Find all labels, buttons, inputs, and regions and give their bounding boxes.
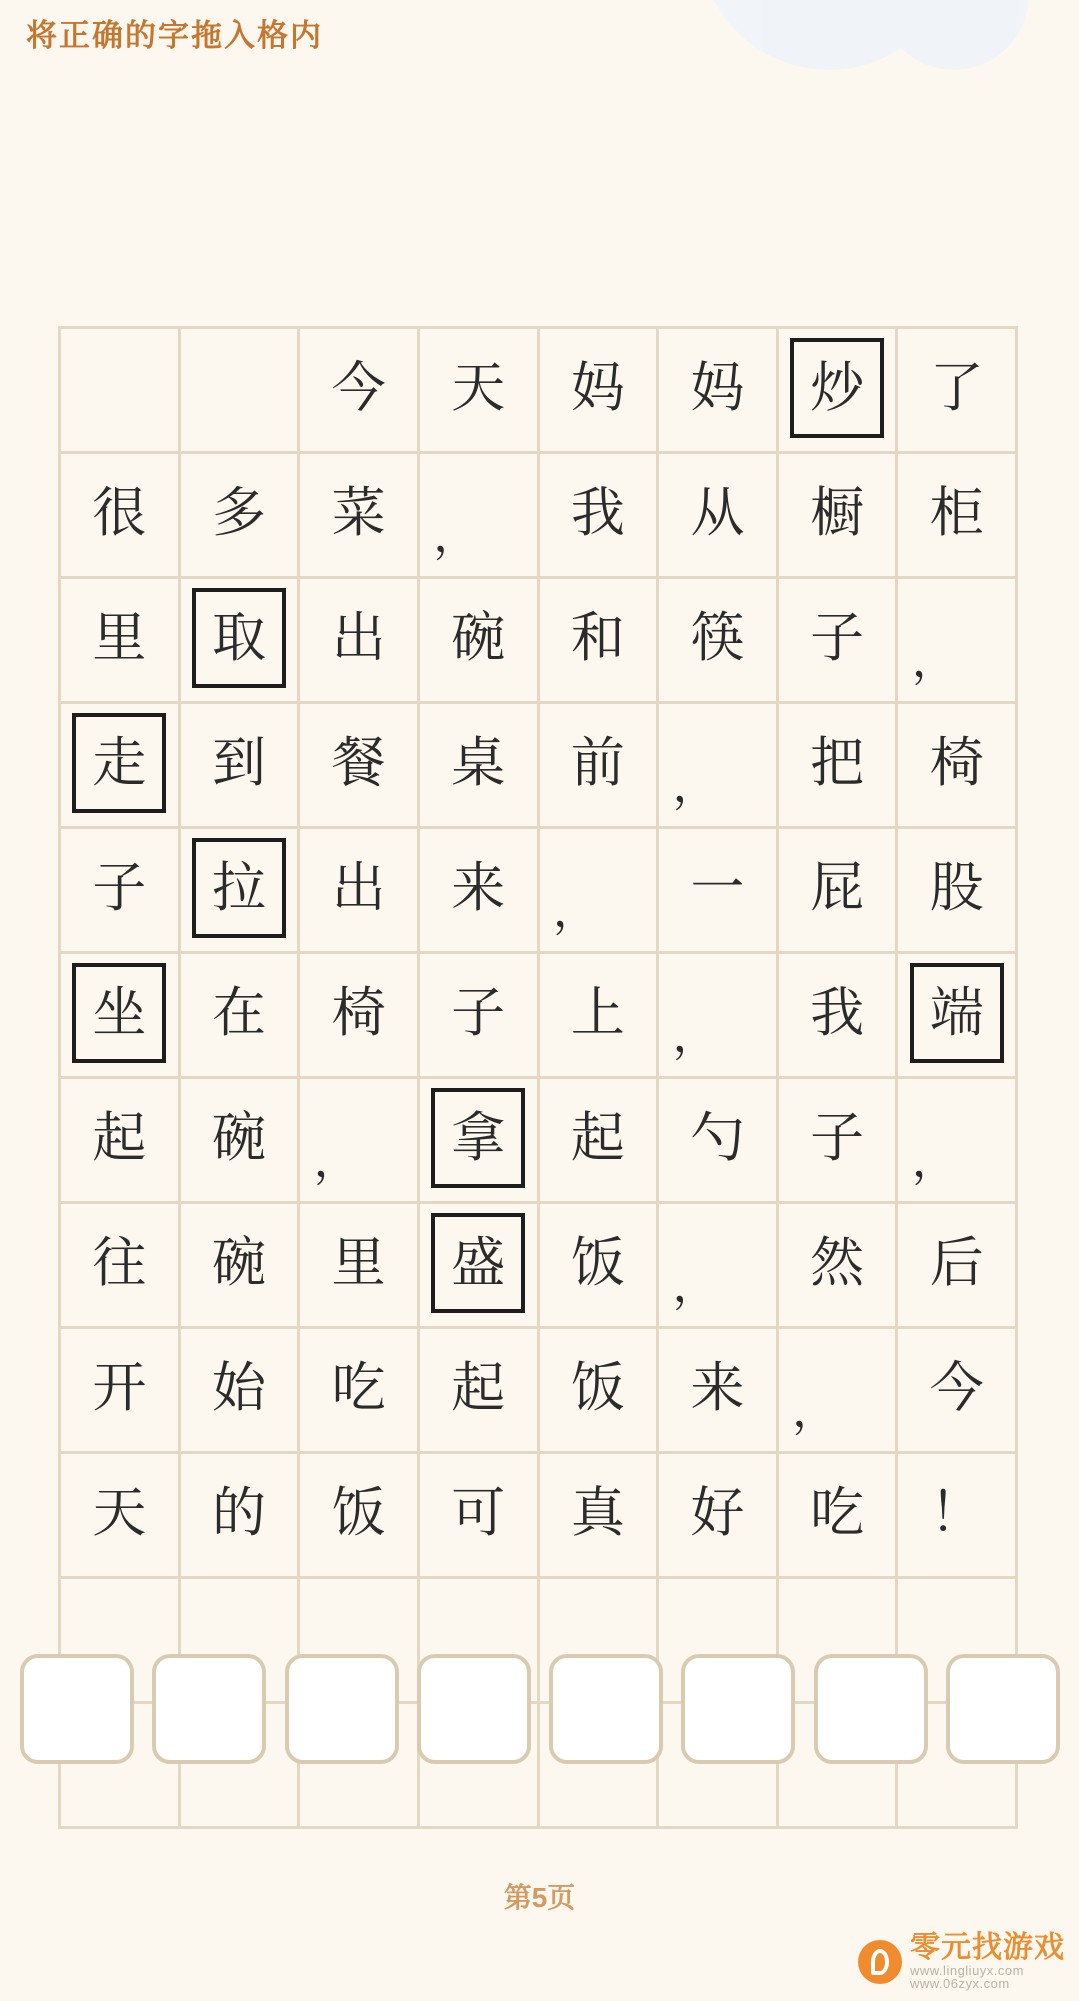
grid-cell-blank[interactable] [420,1204,540,1329]
grid-cell [779,1329,899,1454]
grid-row [61,1079,1018,1204]
watermark-text [910,1932,1065,1991]
grid-cell-character: 真 [570,1481,625,1544]
grid-cell [61,1079,181,1204]
grid-cell-character: 饭 [570,1356,625,1419]
answer-tile-tray [20,1654,1060,1764]
grid-cell-character: 走 [72,713,166,813]
grid-cell-character: 屁 [810,856,865,919]
grid-cell [181,454,301,579]
grid-cell [420,1329,540,1454]
grid-cell [779,454,899,579]
grid-cell-character: 出 [331,606,386,669]
grid-cell-character: 出 [331,856,386,919]
grid-row [61,579,1018,704]
grid-cell-character: 椅 [929,731,984,794]
grid-cell [659,454,779,579]
grid-cell-character: ， [911,1133,958,1187]
watermark-url-2: www.06zyx.com [910,1976,1010,1992]
answer-tile[interactable] [549,1654,663,1764]
grid-cell-character: 取 [192,588,286,688]
grid-cell [181,954,301,1079]
grid-cell [659,1454,779,1579]
grid-cell [540,579,660,704]
answer-tile[interactable] [946,1654,1060,1764]
grid-cell [420,954,540,1079]
grid-cell [659,1204,779,1329]
grid-cell [420,704,540,829]
grid-cell [898,329,1018,454]
grid-cell-character: ， [792,1383,839,1437]
grid-cell [540,704,660,829]
grid-cell [420,454,540,579]
grid-cell-character: ， [672,1258,719,1312]
grid-cell [540,329,660,454]
grid-cell [300,1454,420,1579]
cloud-decoration [699,0,959,70]
grid-cell [181,1079,301,1204]
answer-tile[interactable] [285,1654,399,1764]
grid-cell [540,954,660,1079]
grid-cell [300,829,420,954]
grid-cell [420,1454,540,1579]
grid-cell-character: ， [672,758,719,812]
grid-cell-character: 的 [211,1481,266,1544]
grid-cell-character: 里 [331,1231,386,1294]
grid-cell [659,579,779,704]
grid-cell-character: 筷 [690,606,745,669]
grid-cell-character: 起 [570,1106,625,1169]
grid-cell [61,1454,181,1579]
grid-cell [779,1204,899,1329]
grid-cell-character: 坐 [72,963,166,1063]
grid-cell-character: 在 [211,981,266,1044]
grid-cell-character: 好 [690,1481,745,1544]
grid-row [61,1204,1018,1329]
grid-cell-character: 吃 [331,1356,386,1419]
grid-cell-character: 今 [331,356,386,419]
grid-cell-character: 吃 [810,1481,865,1544]
grid-cell-character: 起 [451,1356,506,1419]
grid-cell-character: 饭 [570,1231,625,1294]
page-indicator: 第5页 [503,1882,576,1913]
grid-cell-character: ， [672,1008,719,1062]
grid-cell [300,1329,420,1454]
grid-cell-blank[interactable] [61,954,181,1079]
grid-cell [300,704,420,829]
grid-cell-character: 前 [570,731,625,794]
grid-cell-character: 一 [690,856,745,919]
grid-cell [300,329,420,454]
grid-cell-character: 妈 [690,356,745,419]
grid-cell [61,329,181,454]
grid-cell-character: 开 [92,1356,147,1419]
grid-cell-character: 端 [910,963,1004,1063]
grid-cell-character: 菜 [331,481,386,544]
grid-cell-character: 把 [810,731,865,794]
character-grid [58,326,1018,1829]
grid-cell-character: 了 [929,356,984,419]
grid-cell [540,1454,660,1579]
grid-cell-character: ， [433,508,480,562]
grid-cell-blank[interactable] [779,329,899,454]
grid-cell-character: 橱 [810,481,865,544]
grid-cell-blank[interactable] [420,1079,540,1204]
grid-cell-character: 今 [929,1356,984,1419]
grid-cell [898,704,1018,829]
grid-row [61,704,1018,829]
watermark-url-1: www.lingliuyx.com [910,1962,1024,1978]
grid-cell [61,579,181,704]
grid-cell-blank[interactable] [61,704,181,829]
grid-cell-character: 始 [211,1356,266,1419]
grid-cell-character: 往 [92,1231,147,1294]
grid-cell-character: 子 [810,606,865,669]
grid-cell [61,454,181,579]
grid-cell [779,829,899,954]
grid-cell-character: ， [911,633,958,687]
grid-cell [898,1454,1018,1579]
grid-cell-character: 炒 [790,338,884,438]
grid-cell-character: 子 [92,856,147,919]
grid-cell-character: 天 [92,1481,147,1544]
grid-cell [779,704,899,829]
grid-cell-character: 和 [570,606,625,669]
grid-cell-character: 勺 [690,1106,745,1169]
grid-cell-character: 然 [810,1231,865,1294]
grid-cell [898,454,1018,579]
grid-cell-character: 里 [92,606,147,669]
grid-cell [181,704,301,829]
grid-cell-character: 来 [690,1356,745,1419]
grid-cell-character: 饭 [331,1481,386,1544]
grid-cell-character: 多 [211,481,266,544]
grid-cell-character: 从 [690,481,745,544]
answer-tile[interactable] [814,1654,928,1764]
grid-cell [779,579,899,704]
grid-cell [420,829,540,954]
grid-cell-character: 来 [451,856,506,919]
grid-row [61,954,1018,1079]
grid-cell-character: ， [313,1133,360,1187]
grid-cell [300,1204,420,1329]
grid-cell [659,704,779,829]
answer-tile[interactable] [417,1654,531,1764]
answer-tile[interactable] [152,1654,266,1764]
grid-cell [300,954,420,1079]
grid-cell-character: 盛 [431,1213,525,1313]
grid-cell [659,1329,779,1454]
watermark [858,1932,1065,1991]
grid-cell-character: ！ [929,1481,984,1544]
grid-cell-character: 妈 [570,356,625,419]
grid-cell-character: 我 [570,481,625,544]
grid-cell [779,1079,899,1204]
grid-cell [898,1329,1018,1454]
grid-cell [898,1079,1018,1204]
grid-cell [61,1204,181,1329]
grid-cell-character: 椅 [331,981,386,1044]
grid-cell [540,829,660,954]
grid-cell-blank[interactable] [898,954,1018,1079]
grid-cell-character: 起 [92,1106,147,1169]
grid-cell-character: 碗 [451,606,506,669]
grid-cell-character: 很 [92,481,147,544]
grid-cell-character: 股 [929,856,984,919]
grid-cell-blank[interactable] [181,579,301,704]
grid-cell [659,329,779,454]
grid-cell [420,579,540,704]
grid-cell-character: ， [552,883,599,937]
grid-cell [61,1329,181,1454]
watermark-main-text: 零元找游戏 [910,1931,1065,1965]
grid-cell-character: 拉 [192,838,286,938]
grid-cell [659,829,779,954]
grid-cell-character: 拿 [431,1088,525,1188]
grid-row [61,829,1018,954]
grid-cell [61,829,181,954]
grid-cell [300,1079,420,1204]
grid-cell [779,954,899,1079]
grid-cell-character: 上 [570,981,625,1044]
grid-cell [300,579,420,704]
grid-cell [181,329,301,454]
grid-row [61,329,1018,454]
grid-cell-character: 天 [451,356,506,419]
grid-cell-character: 桌 [451,731,506,794]
grid-cell [300,454,420,579]
grid-cell [540,1204,660,1329]
grid-cell-character: 子 [810,1106,865,1169]
watermark-logo-icon [858,1940,902,1984]
grid-cell-character: 后 [929,1231,984,1294]
answer-tile[interactable] [20,1654,134,1764]
grid-row [61,1329,1018,1454]
grid-cell [540,454,660,579]
grid-cell-character: 我 [810,981,865,1044]
grid-cell [898,579,1018,704]
grid-cell [181,1454,301,1579]
grid-cell-character: 碗 [211,1231,266,1294]
grid-cell-character: 柜 [929,481,984,544]
grid-cell-character: 可 [451,1481,506,1544]
answer-tile[interactable] [681,1654,795,1764]
grid-cell [659,954,779,1079]
grid-cell-character: 到 [211,731,266,794]
grid-cell [779,1454,899,1579]
grid-cell [898,1204,1018,1329]
grid-cell [420,329,540,454]
page-title: 将正确的字拖入格内 [26,18,323,53]
grid-cell-blank[interactable] [181,829,301,954]
grid-cell [181,1204,301,1329]
grid-cell-character: 餐 [331,731,386,794]
grid-cell [540,1079,660,1204]
grid-cell [659,1079,779,1204]
grid-cell [540,1329,660,1454]
grid-cell-character: 碗 [211,1106,266,1169]
grid-cell [898,829,1018,954]
grid-row [61,454,1018,579]
grid-cell [181,1329,301,1454]
grid-row [61,1454,1018,1579]
grid-cell-character: 子 [451,981,506,1044]
